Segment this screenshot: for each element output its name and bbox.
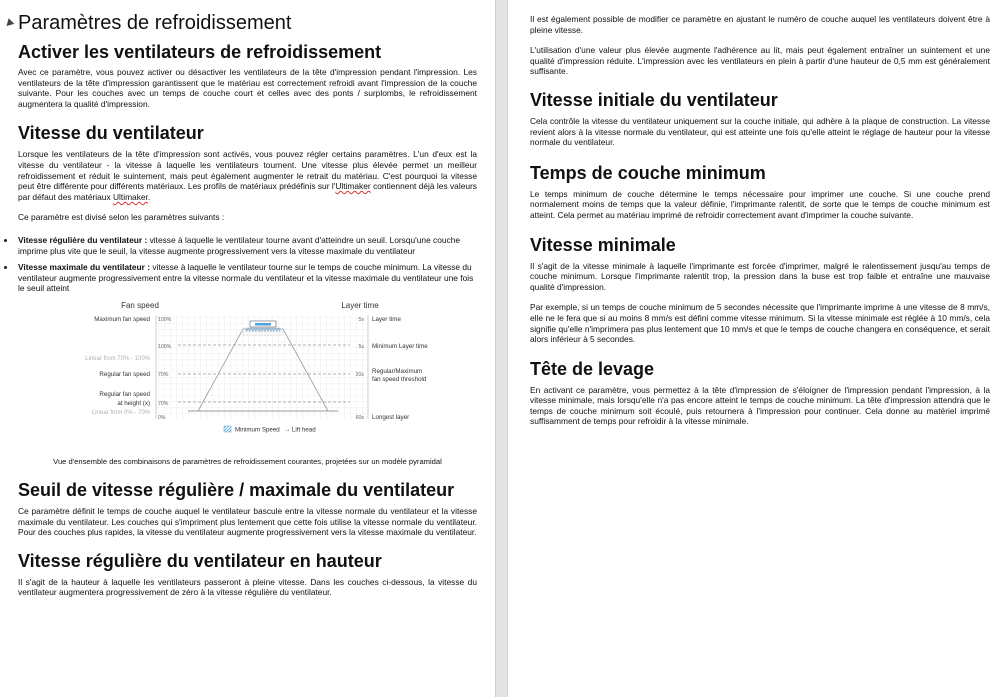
label-regular-height-1: Regular fan speed [99,390,150,398]
heading-temps: Temps de couche minimum [530,162,766,183]
list-item-text: vitesse à laquelle le ventilateur tourne sur le temps de couche minimum. La vitesse du ventilateur augmente progressivement entre la vitesse normale du ventilateur et la vitesse maximale du ventilateur une fois le seuil atteint [18,262,474,294]
min-speed-layer [246,328,280,331]
list-item-bold: Vitesse régulière du ventilateur : [18,234,148,245]
label-max-fan: Maximum fan speed [94,315,150,323]
paragraph-vitesse-part1: Lorsque les ventilateurs de la tête d'impression sont activés, vous pouvez régler certains paramètres. L'un d'eux est la vitesse du ventilateur - la vitesse à laquelle les ventilateurs tournent. Une vitesse plus élevée permet un meilleur refroidissement et réduit le suintement, mais peut également augmenter le retrait du matériau. C'est pourquoi la vitesse peut être différente pour différents matériaux. Les profils de matériaux prédéfinis sur l' [18,149,477,192]
page-gap [495,0,508,697]
diagram-title-layer-time: Layer time [341,300,379,310]
tick-100b: 100% [158,343,172,350]
collapse-triangle-icon[interactable] [4,18,15,29]
heading-seuil: Seuil de vitesse régulière / maximale du ventilateur [18,479,455,500]
paragraph-levage: En activant ce paramètre, vous permettez à la tête d'impression de s'éloigner de l'impression pendant l'impression, à la vitesse minimale, mais lorsqu'elle n'a pas encore atteint le temps de couche minimum. La tête d'impression attendra que le temps de couche minimum soit écoulé, puis retournera à l'impression pour continuer. Cela donne au matériel imprimé suffisamment de temps pour refroidir à la vitesse minimale. [530,384,990,427]
cooling-diagram [38,299,478,449]
heading-activer: Activer les ventilateurs de refroidissement [18,42,382,62]
label-min-layer-time: Minimum Layer time [372,342,428,350]
diagram-title-fan-speed: Fan speed [121,300,159,310]
spellcheck-word[interactable]: Ultimaker [335,181,371,192]
paragraph-seuil: Ce paramètre définit le temps de couche auquel le ventilateur bascule entre la vitesse normale du ventilateur et la vitesse maximale du ventilateur. Les couches qui s'impriment plus lentement que cette fois utilise la vitesse normale du ventilateur. Pour des couches plus rapides, la vitesse du ventilateur augmente progressivement vers la vitesse maximale du ventilateur. [18,505,477,538]
section-title-text: Paramètres de refroidissement [18,12,292,34]
bullet-list [18,235,477,294]
list-item-text: vitesse à laquelle le ventilateur tourne avant d'atteindre un seuil. Lorsqu'une couche imprime plus vite que le seuil, la vitesse augmente progressivement vers la vitesse maximale du ventilateur [18,234,461,256]
paragraph-adherence: L'utilisation d'une valeur plus élevée augmente l'adhérence au lit, mais peut également entraîner un suintement et une qualité d'impression réduite. L'impression avec les ventilateurs en plein à partir d'une hauteur de 0,5 mm est généralement suffisante. [530,45,990,77]
diagram-caption: Vue d'ensemble des combinaisons de paramètres de refroidissement courantes, projetées sur un modèle pyramidal [53,456,442,466]
label-linear-70-100: Linear from 70% - 100% [85,355,150,362]
bullet-icon [4,239,7,242]
heading-levage: Tête de levage [530,358,655,379]
paragraph-vitesse [18,149,477,202]
tick-20: 20s [355,371,364,378]
tick-5a: 5s [358,316,364,323]
heading-hauteur: Vitesse régulière du ventilateur en hauteur [18,550,382,571]
tick-0: 0% [158,414,166,421]
paragraph-exemple: Par exemple, si un temps de couche minimum de 5 secondes nécessite que l'imprimante imprime à une vitesse de 8 mm/s, elle ne le fera que si au moins 8 mm/s est défini comme vitesse minimum. Si la vitesse minimale est réglée à 10 mm/s, cela signifie qu'elle n'imprimera pas plus lentement que 10 mm/s et que le temps de couche changera en conséquence, et serait alors inférieur à 5 secondes. [530,302,990,345]
list-item-bold: Vitesse maximale du ventilateur : [18,262,151,273]
bullet-icon [4,266,7,269]
cooling-diagram-svg [38,299,478,449]
paragraph-minimale: Il s'agit de la vitesse minimale à laquelle l'imprimante est forcée d'imprimer, malgré le ralentissement jusqu'au temps de couche minimum. Lorsque l'imprimante ralentit trop, la pression dans la buse est trop faible et entraîne une mauvaise qualité d'impression. [530,260,990,292]
spellcheck-word[interactable]: Ultimaker [112,191,148,202]
list-item [18,262,477,294]
paragraph-divise: Ce paramètre est divisé selon les paramètres suivants : [18,212,225,223]
legend-swatch-min-speed [224,426,231,432]
paragraph-initiale: Cela contrôle la vitesse du ventilateur uniquement sur la couche initiale, qui adhère à la plaque de construction. La vitesse revient alors à la vitesse normale du ventilateur, qui est atteinte une fois qu'elle atteint le réglage de hauteur pour la vitesse normale du ventilateur. [530,115,990,148]
paragraph-temps: Le temps minimum de couche détermine le temps nécessaire pour imprimer une couche. Si une couche prend normalement moins de temps que la valeur définie, l'imprimante ralentit, de sorte que le temps de couche minimum est atteint. Cela permet au matériau imprimé de refroidir correctement avant d'imprimer la couche suivante. [530,188,990,220]
printhead-fan [255,323,271,326]
label-linear-0-70: Linear from 0% - 70% [91,409,150,416]
legend-lift-head: → Lift head [284,426,316,434]
heading-vitesse: Vitesse du ventilateur [18,123,204,144]
left-page [0,0,495,697]
tick-5b: 5s [358,343,364,350]
label-layer-time: Layer time [372,315,401,323]
heading-initiale: Vitesse initiale du ventilateur [530,89,778,110]
label-regular-fan: Regular fan speed [99,370,150,378]
label-regular-height-2: at height (x) [117,399,150,407]
paragraph-vitesse-part2: contiennent déjà les valeurs par défaut des matériaux [18,181,477,202]
paragraph-top: Il est également possible de modifier ce paramètre en ajustant le numéro de couche auquel les ventilateurs doivent être à pleine vitesse. [530,14,990,35]
paragraph-vitesse-part3: . [147,191,151,202]
tick-60: 60s [355,414,364,421]
section-title [18,11,477,35]
legend-min-speed: Minimum Speed [235,426,280,434]
label-threshold-1: Regular/Maximum [372,367,423,375]
label-threshold-2: fan speed threshold [372,375,427,383]
paragraph-hauteur: Il s'agit de la hauteur à laquelle les ventilateurs passeront à pleine vitesse. Dans les couches ci-dessous, la vitesse du ventilateur augmentera progressivement de zéro à la vitesse régulière du ventilateur. [18,576,477,598]
heading-minimale: Vitesse minimale [530,234,676,255]
label-longest-layer: Longest layer [372,413,410,421]
tick-70b: 70% [158,400,169,407]
list-item [18,235,477,256]
tick-70a: 70% [158,371,169,378]
tick-100a: 100% [158,316,172,323]
right-page [508,0,1000,697]
paragraph-activer: Avec ce paramètre, vous pouvez activer ou désactiver les ventilateurs de la tête d'impression pendant l'impression. Les ventilateurs de la tête d'impression garantissent que le matériau est correctement refroidi avant l'impression de la couche suivante. Pour les couches avec un temps de couche court et celles avec des ponts / surplombs, le refroidissement augmentera la qualité d'impression. [18,67,477,109]
